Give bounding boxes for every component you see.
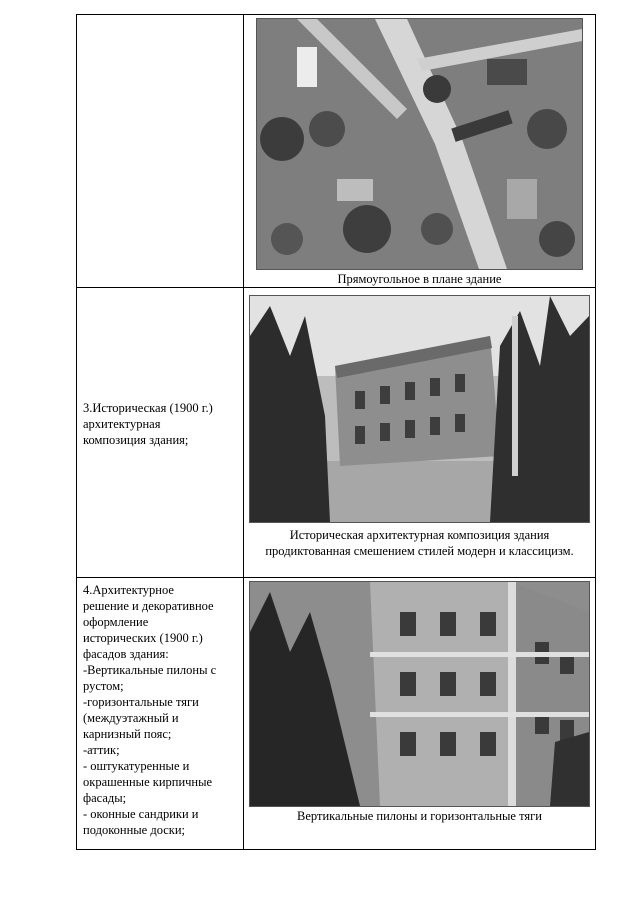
text-line: -аттик; xyxy=(83,743,120,757)
text-line: карнизный пояс; xyxy=(83,727,172,741)
text-line: -Вертикальные пилоны с xyxy=(83,663,217,677)
table-row xyxy=(77,15,596,288)
figure-caption: Историческая архитектурная композиция здания продиктованная смешением стилей модерн и классицизм. xyxy=(265,528,574,558)
text-line: подоконные доски; xyxy=(83,823,186,837)
text-line: - оконные сандрики и xyxy=(83,807,199,821)
table-row xyxy=(77,578,596,850)
text-line: исторических (1900 г.) xyxy=(83,631,203,645)
text-line: фасады; xyxy=(83,791,127,805)
description-cell xyxy=(77,15,244,288)
table-row xyxy=(77,288,596,578)
text-line: 3.Историческая (1900 г.) xyxy=(83,401,213,415)
description-cell xyxy=(77,288,244,578)
text-line: фасадов здания: xyxy=(83,647,169,661)
building-facade-photo xyxy=(249,295,590,523)
text-line: оформление xyxy=(83,615,149,629)
illustration-cell xyxy=(244,288,596,578)
text-line: рустом; xyxy=(83,679,124,693)
aerial-map-photo xyxy=(256,18,583,270)
text-line: окрашенные кирпичные xyxy=(83,775,213,789)
building-corner-photo xyxy=(249,581,590,807)
figure-caption: Прямоугольное в плане здание xyxy=(337,272,502,286)
text-line: композиция здания; xyxy=(83,433,189,447)
description-cell xyxy=(77,578,244,850)
text-line: решение и декоративное xyxy=(83,599,214,613)
text-line: 4.Архитектурное xyxy=(83,583,174,597)
description-text xyxy=(77,288,243,448)
illustration-cell xyxy=(244,15,596,288)
figure-caption: Вертикальные пилоны и горизонтальные тяги xyxy=(297,809,542,823)
text-line: (междуэтажный и xyxy=(83,711,179,725)
text-line: - оштукатуренные и xyxy=(83,759,190,773)
description-text xyxy=(77,578,243,838)
illustration-cell xyxy=(244,578,596,850)
document-table xyxy=(76,14,596,850)
text-line: архитектурная xyxy=(83,417,161,431)
text-line: -горизонтальные тяги xyxy=(83,695,199,709)
